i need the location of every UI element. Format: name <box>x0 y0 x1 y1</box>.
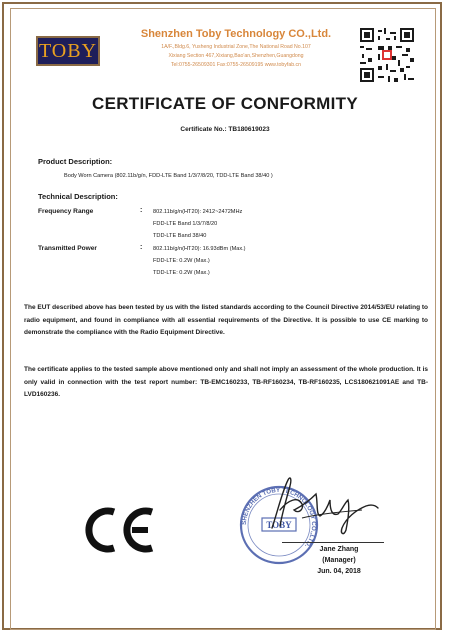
company-address-line-2: Xixiang Section 467,Xixiang,Bao'an,Shenzhen,Guangdong <box>168 53 304 59</box>
signer-role: (Manager) <box>322 557 356 564</box>
signature-date: Jun. 04, 2018 <box>317 568 361 575</box>
frequency-line-3: TDD-LTE Band 38/40 <box>153 233 207 239</box>
frequency-line-2: FDD-LTE Band 1/3/7/8/20 <box>153 221 218 227</box>
product-description-heading: Product Description: <box>38 157 113 166</box>
company-address-line-1: 1A/F.,Bldg.6, Yusheng Industrial Zone,The National Road No.107 <box>161 44 311 50</box>
power-line-2: FDD-LTE: 0.2W (Max.) <box>153 258 210 264</box>
product-description-text: Body Worn Camera (802.11b/g/n, FDD-LTE Band 1/3/7/8/20, TDD-LTE Band 38/40 ) <box>64 173 273 179</box>
power-line-3: TDD-LTE: 0.2W (Max.) <box>153 270 210 276</box>
toby-logo: TOBY <box>36 36 100 66</box>
validity-statement: The certificate applies to the tested sample above mentioned only and shall not imply an assessment of the whole production. It is only valid in connection with the test report number: TB-EMC160233, TB-RF160234, TB-RF160235, LCS180621091AE and TB-LVD160236. <box>24 366 428 398</box>
qr-code-icon <box>360 28 414 82</box>
seal-center-text: TOBY <box>266 520 292 530</box>
company-contact-line: Tel:0755-26509301 Fax:0755-26509195 www.tobyfab.cn <box>170 62 302 68</box>
certificate-number: Certificate No.: TB180619023 <box>180 126 270 133</box>
power-colon: : <box>140 244 143 251</box>
signer-name: Jane Zhang <box>319 546 359 553</box>
frequency-colon: : <box>140 207 143 214</box>
company-name: Shenzhen Toby Technology CO.,Ltd. <box>140 28 332 40</box>
conformity-statement: The EUT described above has been tested by us with the listed standards according to the Council Directive 2014/53/EU relating to radio equipment, and found in compliance with all essential requirements of the Directive. It is possible to use CE marking to demonstrate the compliance with the Radio Equipment Directive. <box>24 304 428 336</box>
frequency-line-1: 802.11b/g/n(HT20): 2412~2472MHz <box>153 209 243 215</box>
seal-ring-text: SHENZHEN TOBY TECHNOLOGY CO.,LTD. <box>240 486 318 549</box>
frequency-range-label: Frequency Range <box>38 208 94 215</box>
power-line-1: 802.11b/g/n(HT20): 16.93dBm (Max.) <box>153 246 246 252</box>
signature-line <box>282 542 384 543</box>
transmitted-power-label: Transmitted Power <box>38 245 97 252</box>
handwritten-signature <box>258 470 388 540</box>
ce-mark-icon <box>80 502 160 558</box>
certificate-title: CERTIFICATE OF CONFORMITY <box>92 94 358 113</box>
technical-description-heading: Technical Description: <box>38 192 118 201</box>
